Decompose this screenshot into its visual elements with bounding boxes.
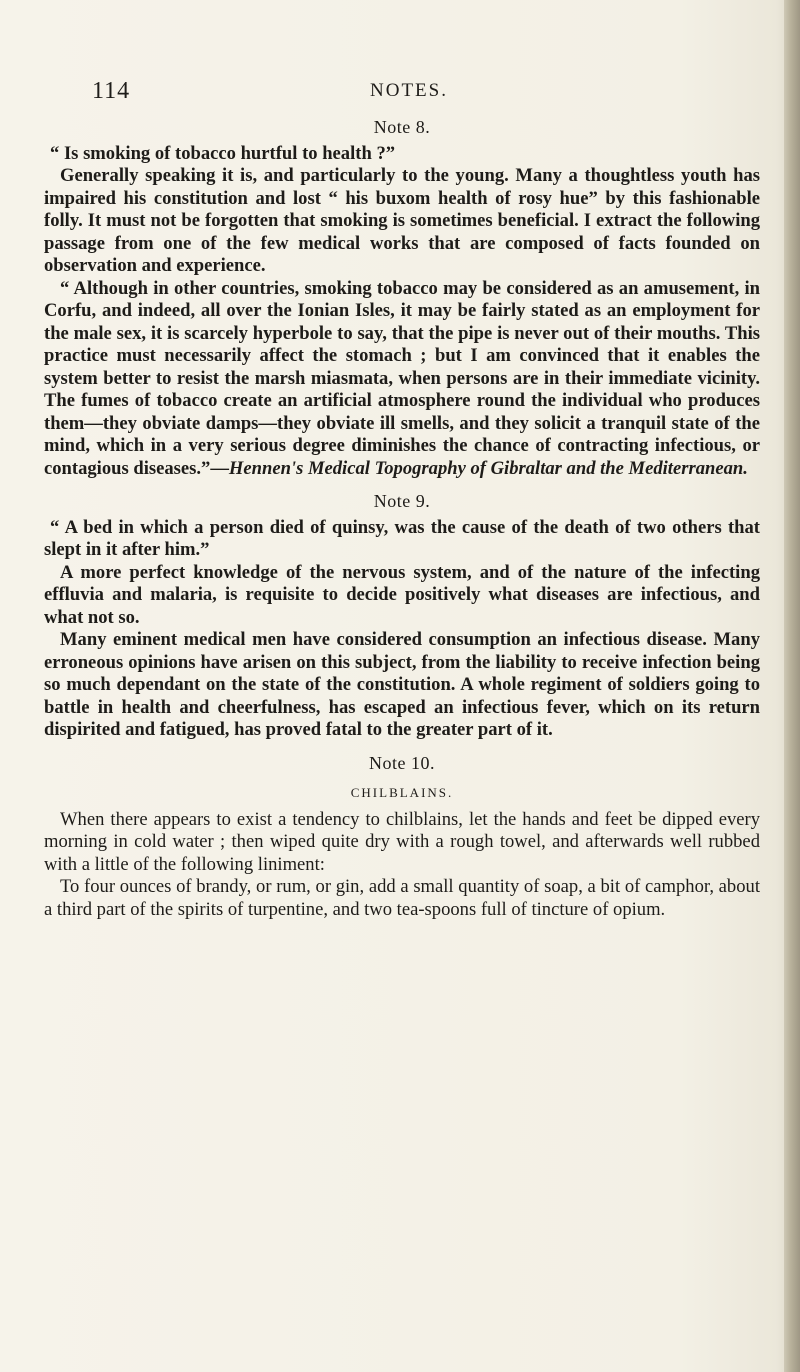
note-8-title: Note 8. (373, 117, 431, 137)
running-head: NOTES. (370, 80, 448, 101)
note-10-subtitle: CHILBLAINS. (350, 785, 454, 800)
page-edge (784, 0, 800, 1372)
note-10 (44, 752, 760, 922)
note-8 (44, 116, 760, 480)
note-9-paragraph-1: A more perfect knowledge of the nervous system, and of the nature of the infecting effluvia and malaria, is requisite to decide positively what diseases are infectious, and what not so. (44, 561, 760, 628)
note-10-title: Note 10. (369, 752, 435, 773)
note-8-extract-text: “ Although in other countries, smoking tobacco may be considered as an amusement, in Corfu, and indeed, all over the Ionian Isles, it may be fairly stated as an employment for the male sex, it is scarcely hyperbole to say, that the pipe is never out of their mouths. This practice must necessarily affect the stomach ; but I am convinced that it enables the system better to resist the marsh miasmata, when persons are in their immediate vicinity. The fumes of tobacco create an artificial atmosphere round the individual who produces them—they obviate damps—they obviate ill smells, and they solicit a tranquil state of the mind, which in a very serious degree diminishes the chance of contracting infectious, or contagious diseases.”— (44, 277, 760, 479)
page-header (92, 78, 772, 108)
note-8-citation: Hennen's Medical Topography of Gibraltar and the Mediterranean. (228, 457, 748, 479)
page-number: 114 (92, 78, 131, 104)
note-9-quote: “ A bed in which a person died of quinsy, was the cause of the death of two others that slept in it after him.” (44, 516, 760, 560)
note-8-quote: “ Is smoking of tobacco hurtful to health ?” (50, 142, 396, 164)
note-9-paragraph-2: Many eminent medical men have considered consumption an infectious disease. Many erroneous opinions have arisen on this subject, from the liability to receive infection being so much dependant on the state of the constitution. A whole regiment of soldiers going to battle in health and cheerfulness, has escaped an infectious fever, which on its return dispirited and fatigued, has proved fatal to the greater part of it. (44, 629, 760, 740)
note-8-extract (44, 278, 760, 481)
note-10-paragraph-2: To four ounces of brandy, or rum, or gin, add a small quantity of soap, a bit of camphor, about a third part of the spirits of turpentine, and two tea-spoons full of tincture of opium. (44, 876, 760, 920)
note-9-title: Note 9. (373, 491, 431, 511)
page-body (44, 116, 760, 921)
note-9 (44, 490, 760, 742)
note-10-paragraph-1: When there appears to exist a tendency to chilblains, let the hands and feet be dipped every morning in cold water ; then wiped quite dry with a rough towel, and afterwards well rubbed with a little of the following liniment: (44, 808, 760, 875)
note-8-paragraph: Generally speaking it is, and particularly to the young. Many a thoughtless youth has impaired his constitution and lost “ his buxom health of rosy hue” by this fashionable folly. It must not be forgotten that smoking is sometimes beneficial. I extract the following passage from one of the few medical works that are composed of facts founded on observation and experience. (44, 165, 760, 276)
